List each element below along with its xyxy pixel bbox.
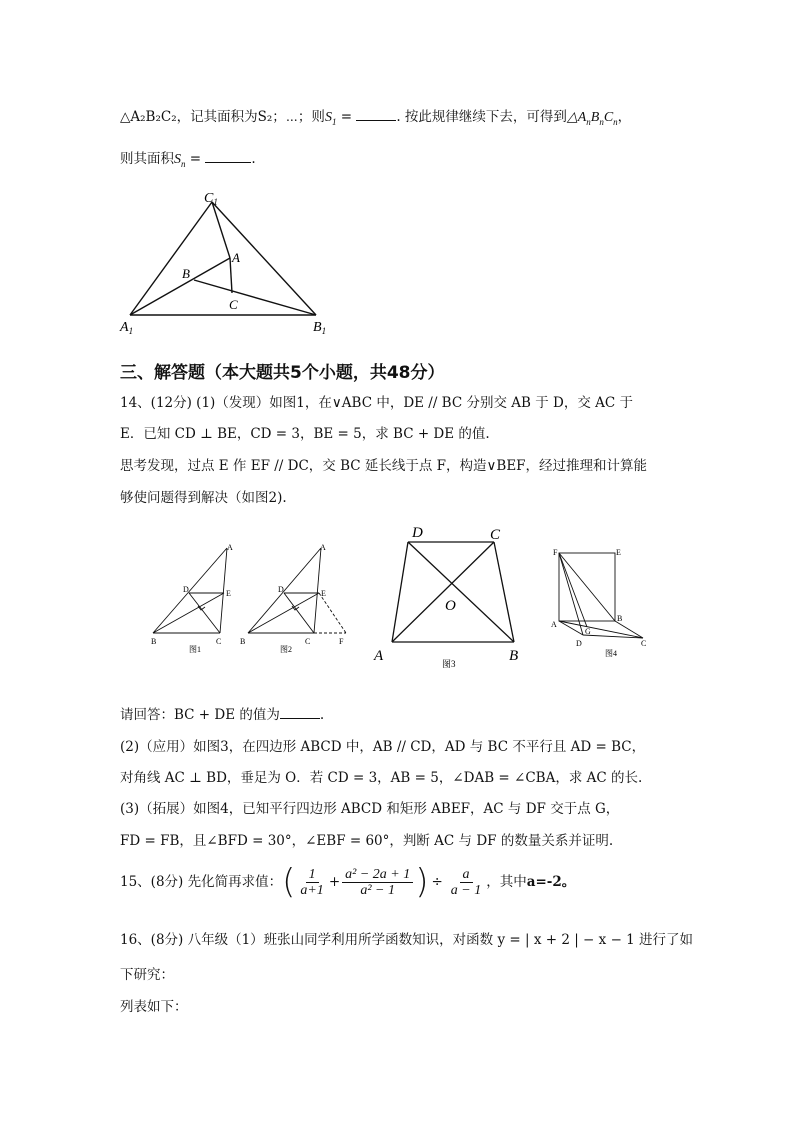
fig3-label-o: O [445,598,456,614]
fig1-label-e: E [226,589,231,598]
text-seg: . 按此规律继续下去，可得到 [396,109,567,125]
fraction-3: $\frac{a}{a - 1}$ [450,866,482,898]
fig4-label-d: D [576,639,582,648]
sn-symbol: $S_n$ [174,152,186,169]
fig2-label-b: B [240,637,246,646]
plus-sign: + [328,874,341,890]
edge-b-b1 [194,280,316,315]
triangle-figure [118,188,348,338]
q15-prefix: 15、(8分) 先化简再求值： [120,874,283,890]
fig3-caption: 图3 [442,659,456,669]
fig2-label-f: F [339,637,344,646]
q16-line-3: 列表如下： [120,999,188,1015]
label-a: A [232,250,240,265]
q15-suffix: ，其中 [486,874,527,890]
text-seg: 则其面积 [120,151,174,167]
answer-blank-sn[interactable] [205,150,251,163]
fig4-label-f: F [553,548,558,557]
fig2-caption: 图2 [280,645,292,654]
figure-4 [545,543,660,658]
fig1-label-a: A [227,543,233,552]
q16-line-1: 16、(8分) 八年级（1）班张山同学利用所学函数知识，对函数 y = | x + 2 | − x − 1 进行了如 [120,932,694,948]
figure-1 [145,540,240,655]
label-b1: $B_1$ [313,320,327,336]
question-13-line-2 [120,150,256,173]
q14-extend-line-2: FD = FB，且∠BFD = 30°，∠EBF = 60°，判断 AC 与 DF 的数量关系并证明. [120,833,614,849]
fig1-label-d: D [183,585,189,594]
figure-3 [370,520,540,670]
label-c1: $C_1$ [204,191,218,207]
fig1-label-b: B [151,637,157,646]
q15-value: a=-2。 [526,874,576,890]
fig4-label-e: E [616,548,621,557]
label-b: B [182,266,190,281]
fig1-label-c: C [216,637,222,646]
s1-symbol: $S_1$ [324,110,337,127]
fig1-caption: 图1 [189,645,201,654]
text-seg: △A₂B₂C₂，记其面积为S₂；⋯；则 [120,109,325,125]
q14-line-3: 思考发现，过点 E 作 EF // DC，交 BC 延长线于点 F，构造∨BEF，经过推理和计算能 [120,458,648,474]
fig3-label-a: A [374,648,384,664]
label-c: C [229,297,238,312]
q14-line-4: 够使问题得到解决（如图2). [120,490,287,506]
answer-blank-bc-de[interactable] [280,706,320,719]
fraction-2: $\frac{\text{a² − 2a + 1}}{\text{a² − 1}}$ [342,867,413,898]
left-paren: ( [282,862,296,902]
fig2-label-e: E [321,589,326,598]
fig4-label-c: C [641,639,647,648]
q14-answer-line [120,706,324,724]
divide-sign: ÷ [431,874,443,890]
triangle-an-bn-cn: $\triangle A_nB_nC_n$ [566,110,618,127]
fig4-label-b: B [617,614,623,623]
answer-blank-s1[interactable] [356,108,396,121]
edge-c1-b1 [212,202,316,315]
edge-c1-a [212,202,230,258]
figure-2 [236,540,356,655]
section-heading: 三、解答题（本大题共5个小题，共48分） [120,363,445,383]
answer-prompt: 请回答：BC + DE 的值为 [120,707,280,723]
q14-extend-line-1: (3)（拓展）如图4，已知平行四边形 ABCD 和矩形 ABEF，AC 与 DF 交于点 G， [120,801,620,817]
fig2-label-d: D [278,585,284,594]
period: . [319,707,325,723]
fig2-label-a: A [320,543,326,552]
q15-line [120,862,575,902]
fig4-label-g: G [585,627,591,636]
fig4-caption: 图4 [605,649,617,658]
equals: = [336,109,357,125]
q14-line-1: 14、(12分) (1)（发现）如图1，在∨ABC 中，DE // BC 分别交 AB 于 D，交 AC 于 [120,395,633,411]
q14-apply-line-1: (2)（应用）如图3，在四边形 ABCD 中，AB // CD，AD 与 BC 不平行且 AD = BC， [120,739,646,755]
question-13-line-1 [120,108,631,131]
edge-a1-c1 [130,202,212,315]
fig3-label-b: B [509,648,519,664]
period: . [251,151,256,167]
fig3-label-d: D [412,525,423,541]
fig3-label-c: C [490,527,501,543]
fig2-label-c: C [305,637,311,646]
right-paren: ) [415,862,429,902]
q14-apply-line-2: 对角线 AC ⊥ BD，垂足为 O．若 CD = 3，AB = 5，∠DAB = ∠CBA，求 AC 的长. [120,770,643,786]
fig4-label-a: A [551,620,557,629]
q16-line-2: 下研究： [120,967,174,983]
fraction-1: $\frac{1}{a+1}$ [300,866,324,898]
q14-line-2: E．已知 CD ⊥ BE，CD = 3，BE = 5，求 BC + DE 的值. [120,426,490,442]
comma: ， [617,109,632,125]
label-a1: $A_1$ [120,320,134,336]
equals: = [185,151,206,167]
